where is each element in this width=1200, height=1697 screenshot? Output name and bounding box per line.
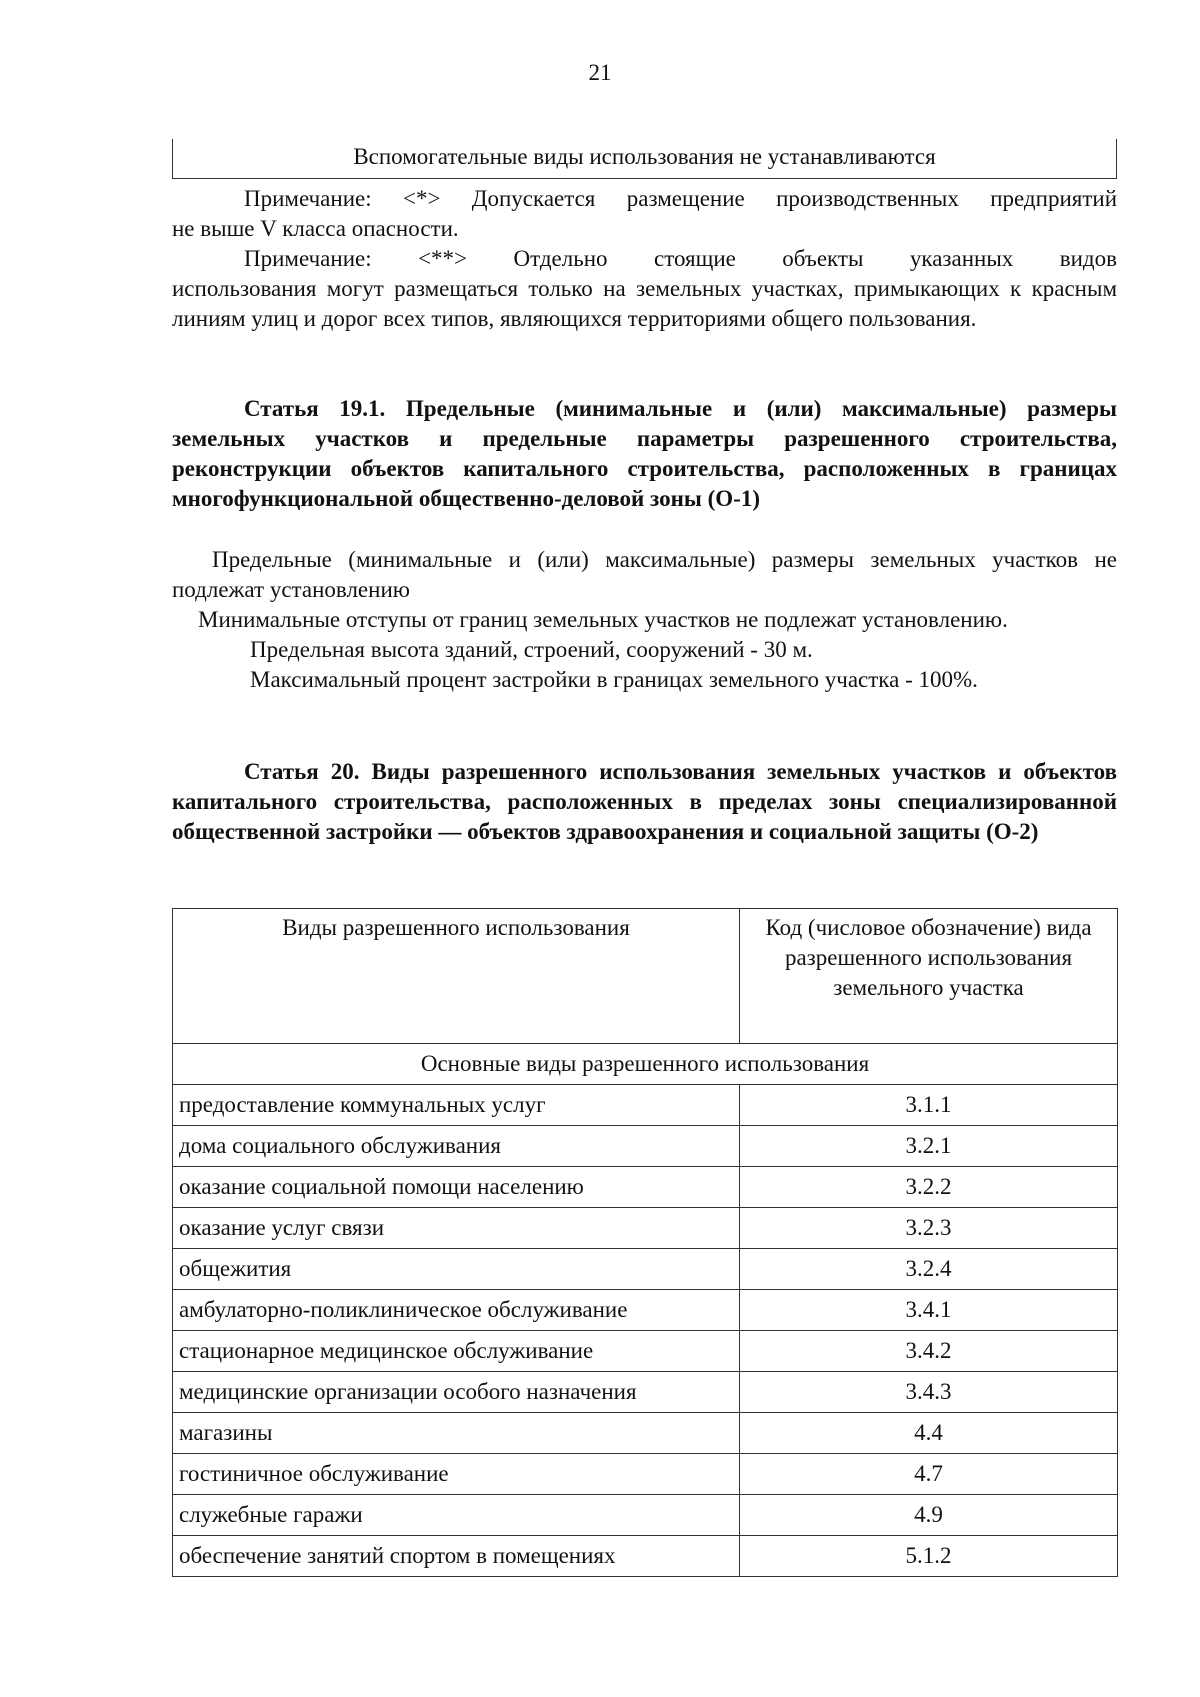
note-1-rest: не выше V класса опасности. bbox=[172, 216, 459, 241]
table-row bbox=[173, 1249, 1118, 1290]
article-19-1-para1: Предельные (минимальные и (или) максимальные) размеры земельных участков не подлежат установлению bbox=[172, 547, 1117, 602]
use-name: амбулаторно-поликлиническое обслуживание bbox=[173, 1290, 740, 1331]
use-code: 3.4.2 bbox=[740, 1331, 1118, 1372]
table-row bbox=[173, 1126, 1118, 1167]
table-row bbox=[173, 1208, 1118, 1249]
use-code: 4.9 bbox=[740, 1495, 1118, 1536]
article-19-1-body bbox=[172, 545, 1117, 695]
article-20 bbox=[172, 757, 1117, 847]
table-row bbox=[173, 1290, 1118, 1331]
notes-block bbox=[172, 184, 1117, 334]
use-code: 3.2.3 bbox=[740, 1208, 1118, 1249]
col1-header: Виды разрешенного использования bbox=[173, 909, 740, 1044]
table-header-row bbox=[173, 909, 1118, 1044]
use-name: дома социального обслуживания bbox=[173, 1126, 740, 1167]
use-code: 3.2.2 bbox=[740, 1167, 1118, 1208]
table-row bbox=[173, 1495, 1118, 1536]
article-19-1-heading: Статья 19.1. Предельные (минимальные и (или) максимальные) размеры земельных участков и предельные параметры разрешенного строительства, реконструкции объектов капитального строительства, расположенных в границах многофункциональной общественно-деловой зоны (О-1) bbox=[172, 396, 1117, 511]
use-code: 3.2.4 bbox=[740, 1249, 1118, 1290]
permitted-uses-table bbox=[172, 908, 1118, 1577]
table-row bbox=[173, 1454, 1118, 1495]
article-19-1 bbox=[172, 394, 1117, 514]
use-name: оказание услуг связи bbox=[173, 1208, 740, 1249]
use-name: служебные гаражи bbox=[173, 1495, 740, 1536]
table-row bbox=[173, 1167, 1118, 1208]
article-19-1-para2: Минимальные отступы от границ земельных участков не подлежат установлению. bbox=[198, 607, 1008, 632]
page-number: 21 bbox=[588, 60, 612, 85]
note-1-line: Примечание: <*> Допускается размещение производственных предприятий bbox=[244, 186, 1117, 211]
use-code: 4.7 bbox=[740, 1454, 1118, 1495]
table-row bbox=[173, 1085, 1118, 1126]
table-row bbox=[173, 1331, 1118, 1372]
note-2-rest: использования могут размещаться только на земельных участках, примыкающих к красным линиям улиц и дорог всех типов, являющихся территориями общего пользования. bbox=[172, 276, 1117, 331]
use-name: медицинские организации особого назначения bbox=[173, 1372, 740, 1413]
use-name: предоставление коммунальных услуг bbox=[173, 1085, 740, 1126]
article-20-heading: Статья 20. Виды разрешенного использования земельных участков и объектов капитального строительства, расположенных в пределах зоны специализированной общественной застройки — объектов здравоохранения и социальной защиты (О-2) bbox=[172, 759, 1117, 844]
article-19-1-para3: Предельная высота зданий, строений, сооружений - 30 м. bbox=[250, 637, 813, 662]
use-name: магазины bbox=[173, 1413, 740, 1454]
article-19-1-para4: Максимальный процент застройки в границах земельного участка - 100%. bbox=[250, 667, 978, 692]
section-title: Основные виды разрешенного использования bbox=[173, 1044, 1118, 1085]
col2-header: Код (числовое обозначение) вида разрешенного использования земельного участка bbox=[740, 909, 1118, 1044]
auxiliary-uses-table-cell: Вспомогательные виды использования не устанавливаются bbox=[172, 139, 1117, 179]
use-name: оказание социальной помощи населению bbox=[173, 1167, 740, 1208]
table-section-row bbox=[173, 1044, 1118, 1085]
table-row bbox=[173, 1413, 1118, 1454]
use-code: 3.4.3 bbox=[740, 1372, 1118, 1413]
use-name: обеспечение занятий спортом в помещениях bbox=[173, 1536, 740, 1577]
use-code: 3.1.1 bbox=[740, 1085, 1118, 1126]
use-code: 3.4.1 bbox=[740, 1290, 1118, 1331]
use-name: гостиничное обслуживание bbox=[173, 1454, 740, 1495]
use-name: общежития bbox=[173, 1249, 740, 1290]
use-code: 3.2.1 bbox=[740, 1126, 1118, 1167]
note-2-line: Примечание: <**> Отдельно стоящие объекты указанных видов bbox=[244, 246, 1117, 271]
use-code: 5.1.2 bbox=[740, 1536, 1118, 1577]
use-name: стационарное медицинское обслуживание bbox=[173, 1331, 740, 1372]
use-code: 4.4 bbox=[740, 1413, 1118, 1454]
table-row bbox=[173, 1372, 1118, 1413]
table-row bbox=[173, 1536, 1118, 1577]
